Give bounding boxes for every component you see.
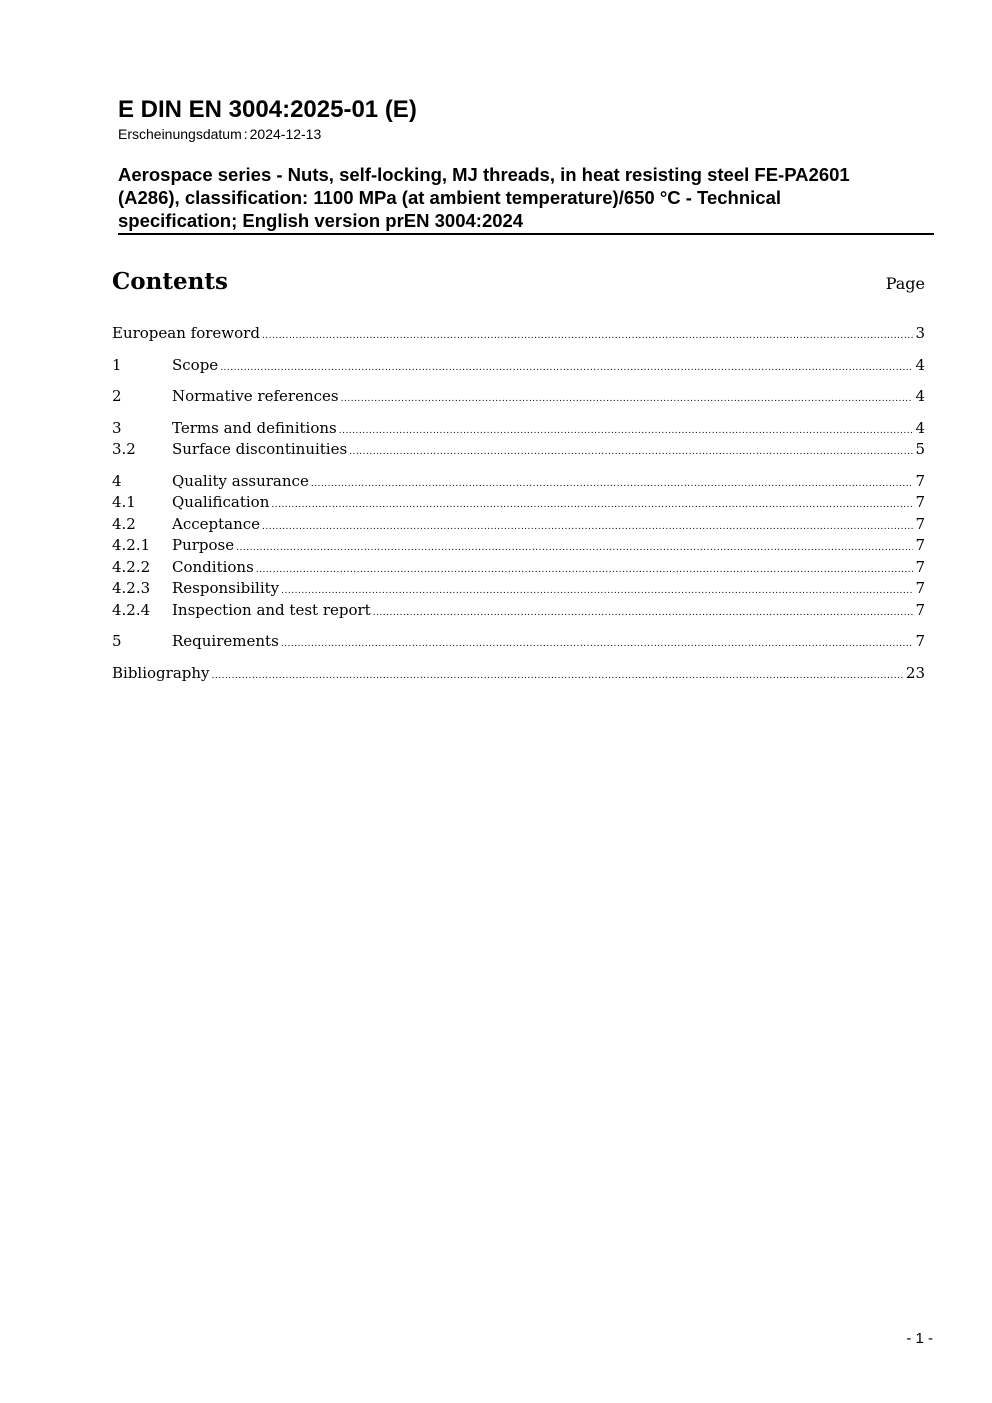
document-header <box>118 96 934 235</box>
toc-entry-normative-references[interactable] <box>112 386 925 408</box>
publication-date: Erscheinungsdatum : 2024-12-13 <box>118 126 322 142</box>
toc-entry-number: 4.2.2 <box>112 557 151 576</box>
toc-entry-number: 5 <box>112 632 122 650</box>
toc-entry-european-foreword[interactable] <box>112 323 925 345</box>
toc-entry-page: 7 <box>915 557 925 576</box>
toc-entry-page: 23 <box>905 663 925 682</box>
toc-entry-number: 4.2.3 <box>112 579 151 597</box>
toc-entry-number: 3 <box>112 418 122 437</box>
toc-entry-scope[interactable] <box>112 355 925 377</box>
toc-entry-inspection-and-test-report[interactable] <box>112 600 925 622</box>
document-title-line: specification; English version prEN 3004:2024 <box>118 210 524 231</box>
toc-entry-number: 4.2.1 <box>112 536 151 554</box>
publication-date-value: 2024-12-13 <box>249 126 322 142</box>
toc-entry-page: 5 <box>915 440 925 458</box>
toc-entry-page: 7 <box>915 579 925 597</box>
toc-entry-title: Purpose <box>172 536 235 554</box>
toc-entry-page: 7 <box>915 471 925 490</box>
toc-entry-title: Quality assurance <box>172 471 309 490</box>
page-number: - 1 - <box>906 1330 933 1347</box>
page-column-label: Page <box>885 274 925 293</box>
table-of-contents <box>112 268 925 684</box>
document-title-line: (A286), classification: 1100 MPa (at ambient temperature)/650 °C - Technical <box>118 187 782 208</box>
toc-entry-page: 7 <box>915 493 925 511</box>
toc-entry-title: Terms and definitions <box>172 418 337 437</box>
toc-entry-title: Surface discontinuities <box>172 440 348 458</box>
toc-entry-acceptance[interactable] <box>112 514 925 536</box>
toc-leader-dots <box>341 386 914 411</box>
toc-leader-dots <box>262 323 914 348</box>
toc-entry-number: 4.2.4 <box>112 600 151 619</box>
toc-entry-page: 7 <box>915 536 925 554</box>
toc-entry-conditions[interactable] <box>112 557 925 579</box>
toc-entry-number: 4 <box>112 471 122 490</box>
toc-entry-page: 7 <box>915 514 925 533</box>
toc-entry-page: 4 <box>915 387 925 405</box>
toc-entry-number: 1 <box>112 355 122 374</box>
toc-entry-quality-assurance[interactable] <box>112 471 925 493</box>
toc-entry-page: 4 <box>915 418 925 437</box>
toc-entry-title: Requirements <box>172 632 279 650</box>
toc-entry-title: Normative references <box>172 387 339 405</box>
contents-header <box>112 268 925 302</box>
toc-entry-bibliography[interactable] <box>112 663 925 685</box>
toc-entry-title: Responsibility <box>172 579 280 597</box>
publication-date-label: Erscheinungsdatum <box>118 126 242 142</box>
toc-entry-responsibility[interactable] <box>112 578 925 600</box>
toc-entry-page: 7 <box>915 632 925 650</box>
document-title <box>118 163 934 235</box>
document-id: E DIN EN 3004:2025-01 (E) <box>118 96 417 123</box>
toc-leader-dots <box>220 355 913 380</box>
toc-entry-page: 7 <box>915 600 925 619</box>
toc-leader-dots <box>212 663 904 688</box>
toc-entry-title: Bibliography <box>112 663 210 682</box>
toc-leader-dots <box>373 600 914 625</box>
toc-leader-dots <box>281 631 914 656</box>
toc-entry-number: 3.2 <box>112 440 136 458</box>
toc-entry-purpose[interactable] <box>112 535 925 557</box>
toc-list <box>112 323 925 684</box>
toc-leader-dots <box>349 439 913 464</box>
toc-entry-title: Inspection and test report <box>172 600 371 619</box>
toc-entry-title: European foreword <box>112 324 260 342</box>
toc-entry-page: 3 <box>915 324 925 342</box>
toc-entry-title: Acceptance <box>172 514 261 533</box>
toc-entry-number: 4.2 <box>112 514 136 533</box>
document-title-line: Aerospace series - Nuts, self-locking, MJ threads, in heat resisting steel FE-PA2601 <box>118 164 850 185</box>
toc-entry-page: 4 <box>915 355 925 374</box>
toc-entry-title: Conditions <box>172 557 254 576</box>
toc-entry-number: 4.1 <box>112 493 136 511</box>
toc-entry-title: Scope <box>172 355 219 374</box>
toc-entry-surface-discontinuities[interactable] <box>112 439 925 461</box>
contents-title: Contents <box>112 268 228 295</box>
toc-entry-qualification[interactable] <box>112 492 925 514</box>
toc-entry-number: 2 <box>112 387 122 405</box>
toc-entry-requirements[interactable] <box>112 631 925 653</box>
toc-entry-terms-and-definitions[interactable] <box>112 418 925 440</box>
toc-entry-title: Qualification <box>172 493 270 511</box>
